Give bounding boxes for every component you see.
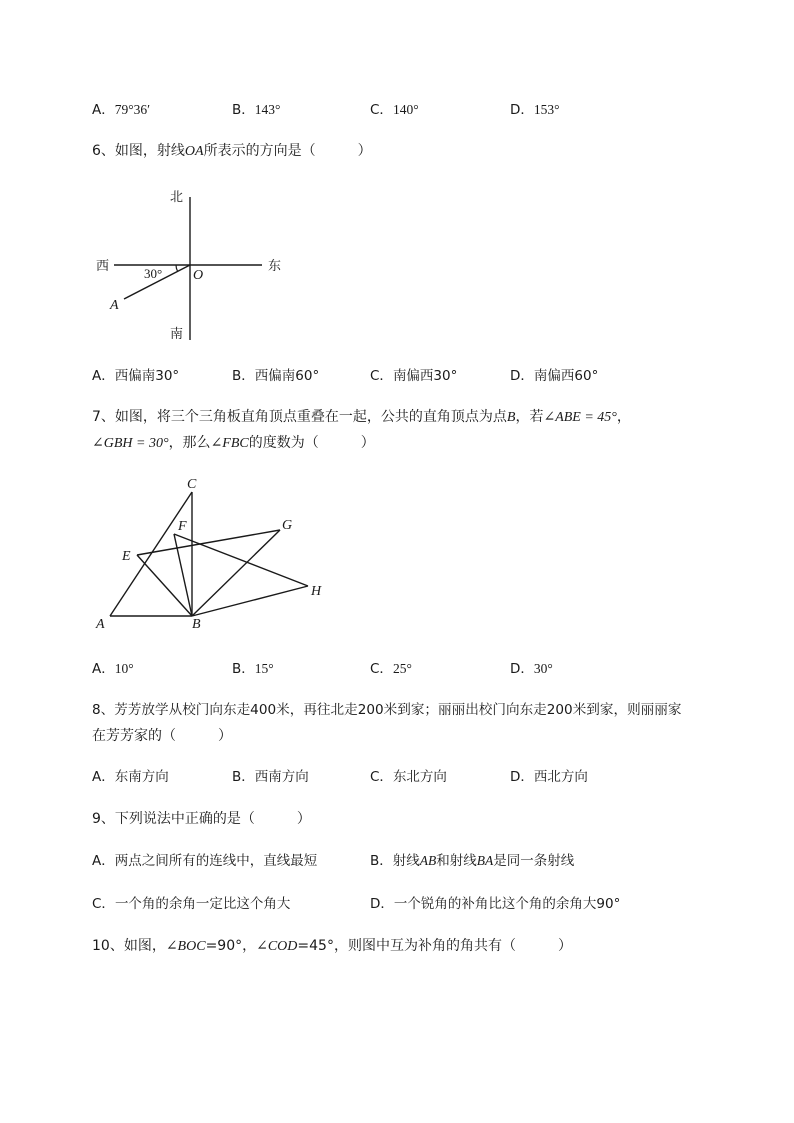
q8-option-b: B．西南方向: [232, 769, 309, 785]
q9-option-d: D．一个锐角的补角比这个角的余角大90°: [370, 896, 621, 912]
segment-be: [137, 555, 192, 616]
q6-stem: 6、如图，射线OA所表示的方向是（ ）: [92, 143, 372, 159]
label-c: C: [187, 477, 197, 492]
q7-option-d: D．30°: [510, 661, 553, 677]
label-h: H: [311, 584, 322, 599]
q8-stem-line2: 在芳芳家的（ ）: [92, 728, 232, 744]
label-b: B: [192, 617, 201, 632]
q8-stem-line1: 8、芳芳放学从校门向东走400米，再往北走200米到家；丽丽出校门向东走200米到家，则丽丽家: [92, 702, 682, 718]
q7-option-b: B．15°: [232, 661, 274, 677]
label-east: 东: [268, 259, 282, 274]
q7-stem-line1: 7、如图，将三个三角板直角顶点重叠在一起，公共的直角顶点为点B，若∠ABE = 45°，: [92, 409, 631, 425]
label-origin-o: O: [193, 268, 204, 283]
angle-arc: [176, 265, 178, 271]
label-e: E: [122, 549, 131, 564]
q6-option-b: B．西偏南60°: [232, 368, 320, 384]
q5-option-a: A．79°36′: [92, 102, 151, 118]
label-north: 北: [170, 190, 184, 205]
segment-fh: [174, 534, 308, 586]
q7-option-c: C．25°: [370, 661, 412, 677]
label-f: F: [178, 519, 187, 534]
label-west: 西: [96, 259, 110, 274]
q8-option-c: C．东北方向: [370, 769, 447, 785]
q9-stem: 9、下列说法中正确的是（ ）: [92, 811, 311, 827]
q5-option-c: C．140°: [370, 102, 419, 118]
label-south: 南: [170, 327, 184, 342]
segment-bh: [192, 586, 308, 616]
q9-option-c: C．一个角的余角一定比这个角大: [92, 896, 291, 912]
q6-option-c: C．南偏西30°: [370, 368, 458, 384]
q9-option-a: A．两点之间所有的连线中，直线最短: [92, 853, 318, 869]
q8-option-d: D．西北方向: [510, 769, 588, 785]
q9-option-b: B．射线AB和射线BA是同一条射线: [370, 853, 575, 869]
q6-option-a: A．西偏南30°: [92, 368, 180, 384]
q8-option-a: A．东南方向: [92, 769, 169, 785]
q5-option-b: B．143°: [232, 102, 281, 118]
q6-option-d: D．南偏西60°: [510, 368, 599, 384]
label-g: G: [282, 518, 293, 533]
q10-stem: 10、如图，∠BOC=90°，∠COD=45°，则图中互为补角的角共有（ ）: [92, 938, 572, 954]
label-a: A: [96, 617, 105, 632]
q6-compass-figure: [90, 185, 290, 345]
label-a: A: [110, 298, 119, 313]
q7-stem-line2: ∠GBH = 30°，那么∠FBC的度数为（ ）: [92, 435, 375, 451]
q7-triangles-figure: [90, 470, 330, 630]
q5-option-d: D．153°: [510, 102, 560, 118]
label-angle-30: 30°: [144, 266, 163, 281]
q7-option-a: A．10°: [92, 661, 134, 677]
